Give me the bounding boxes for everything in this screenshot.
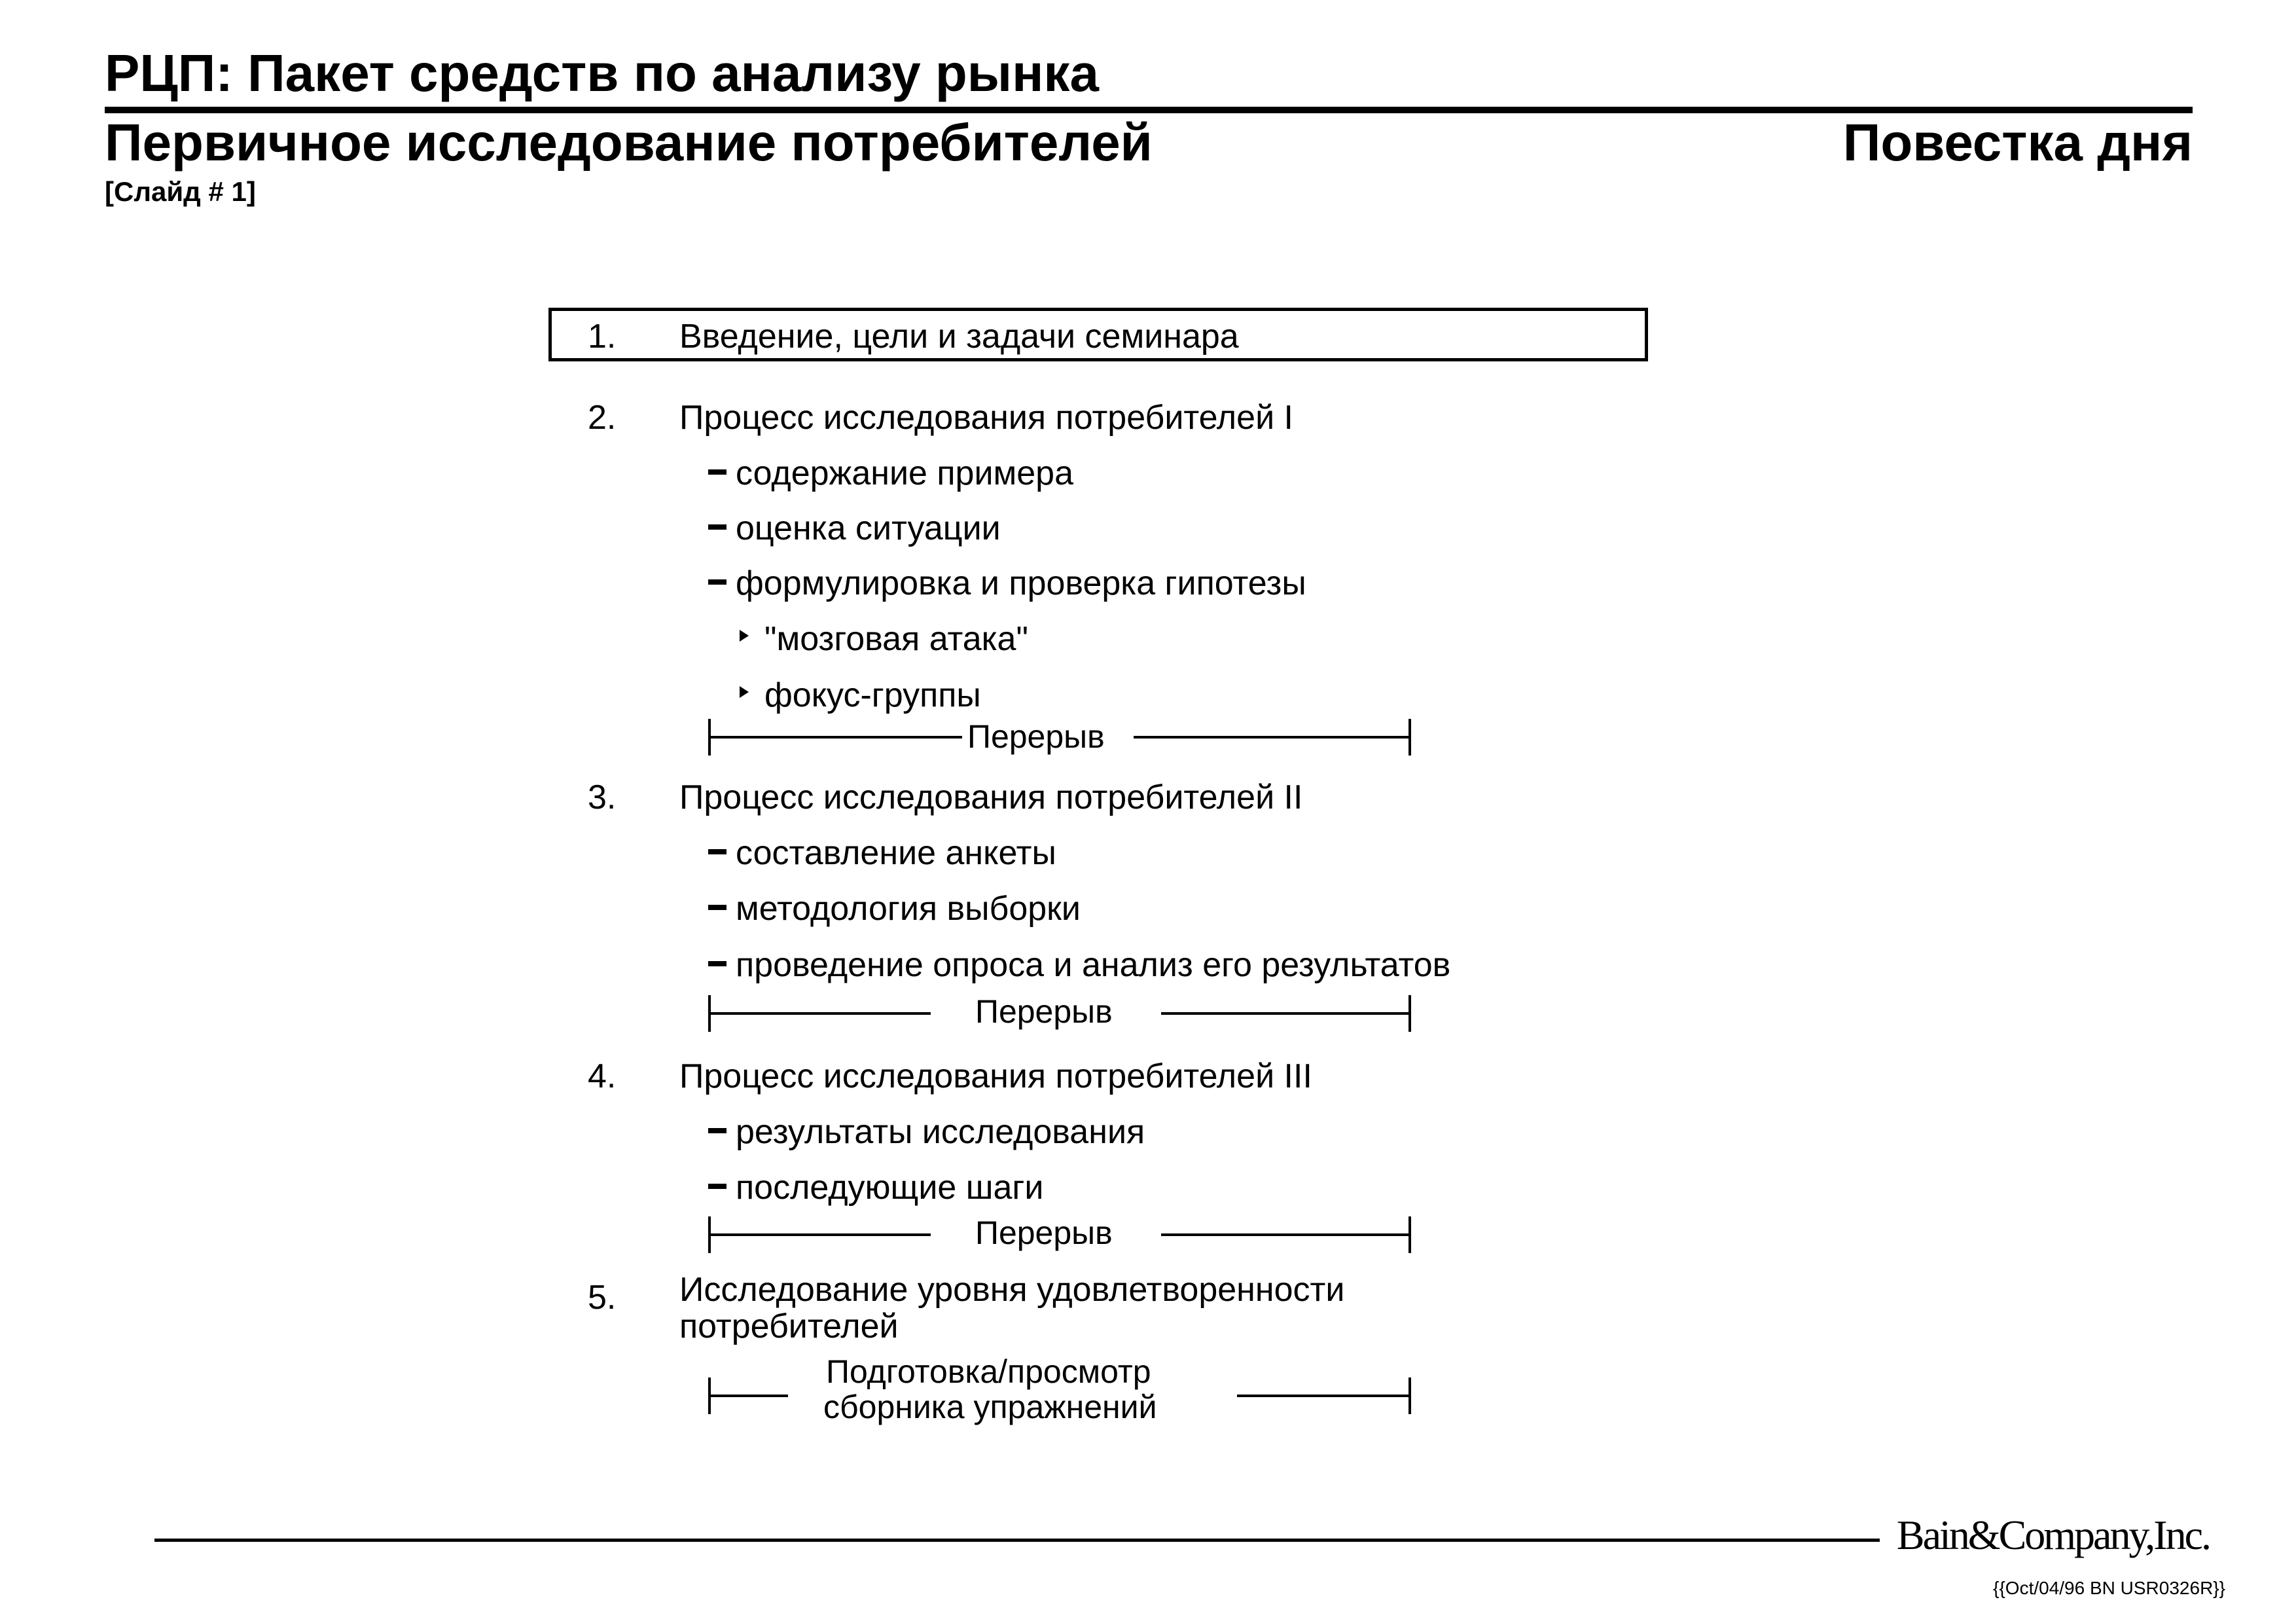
header-title: РЦП: Пакет средств по анализу рынка (105, 44, 1099, 102)
header-rule (105, 107, 2193, 113)
agenda-subitem: результаты исследования (736, 1113, 1145, 1151)
agenda-item-3-number: 3. (588, 778, 617, 816)
final-break-label-line1: Подготовка/просмотр (826, 1353, 1151, 1390)
header-subtitle: Первичное исследование потребителей (105, 113, 1153, 172)
agenda-item-2-title: Процесс исследования потребителей I (679, 399, 1294, 437)
agenda-item-2-number: 2. (588, 399, 617, 437)
agenda-subitem: содержание примера (736, 454, 1074, 492)
agenda-item-4-title: Процесс исследования потребителей III (679, 1057, 1312, 1095)
header-section: Повестка дня (1842, 113, 2193, 172)
break-label: Перерыв (975, 993, 1113, 1030)
dash-bullet-icon (708, 1128, 726, 1133)
agenda-item-5-title-line2: потребителей (679, 1307, 899, 1345)
dash-bullet-icon (708, 469, 726, 475)
dash-bullet-icon (708, 579, 726, 585)
document-code: {{Oct/04/96 BN USR0326R}} (1993, 1578, 2225, 1598)
dash-bullet-icon (708, 905, 726, 910)
agenda-item-5-number: 5. (588, 1279, 617, 1317)
dash-bullet-icon (708, 1184, 726, 1189)
triangle-bullet-icon (740, 630, 749, 642)
agenda-subsubitem: "мозговая атака" (764, 620, 1028, 658)
agenda-subitem: методология выборки (736, 890, 1081, 928)
dash-bullet-icon (708, 961, 726, 966)
dash-bullet-icon (708, 524, 726, 530)
agenda-subsubitem: фокус-группы (764, 676, 981, 714)
slide-number: [Слайд # 1] (105, 176, 256, 207)
agenda-item-3-title: Процесс исследования потребителей II (679, 778, 1303, 816)
agenda-item-5-title-line1: Исследование уровня удовлетворенности (679, 1271, 1345, 1309)
footer-rule (154, 1539, 1880, 1542)
triangle-bullet-icon (740, 686, 749, 698)
agenda-subitem: формулировка и проверка гипотезы (736, 564, 1306, 602)
agenda-subitem: последующие шаги (736, 1169, 1044, 1207)
company-logo: Bain&Company,Inc. (1896, 1512, 2210, 1558)
agenda-subitem: оценка ситуации (736, 509, 1001, 547)
agenda-subitem: составление анкеты (736, 834, 1056, 872)
dash-bullet-icon (708, 849, 726, 854)
agenda-item-4-number: 4. (588, 1057, 617, 1095)
agenda-item-1-number: 1. (588, 318, 617, 356)
agenda-subitem: проведение опроса и анализ его результатов (736, 946, 1451, 984)
agenda-item-1-title: Введение, цели и задачи семинара (679, 318, 1239, 356)
break-label: Перерыв (975, 1214, 1113, 1251)
break-label: Перерыв (967, 718, 1105, 755)
final-break-label-line2: сборника упражнений (823, 1389, 1157, 1425)
